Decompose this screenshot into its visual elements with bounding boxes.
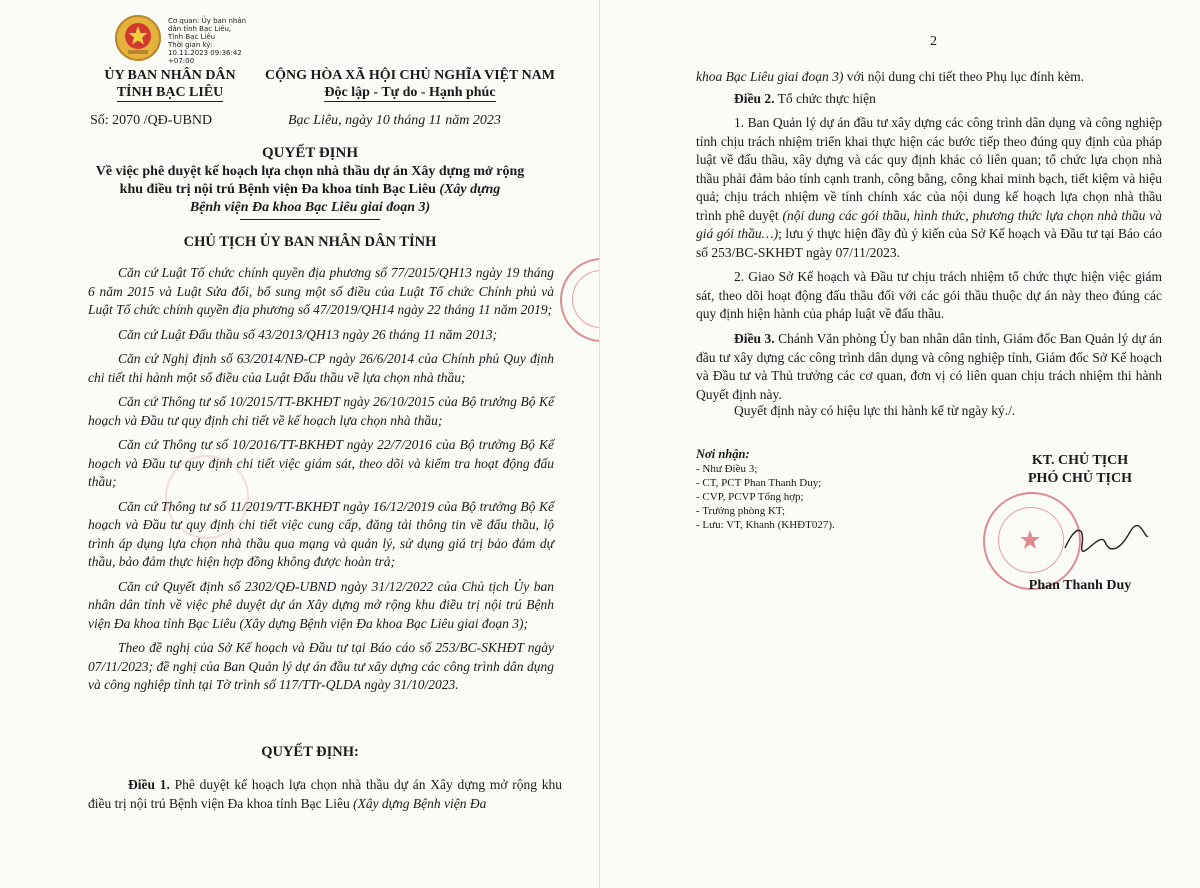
decision-heading: QUYẾT ĐỊNH: [261,744,359,760]
subject-line-2-plain: khu điều trị nội trú Bệnh viện Đa khoa tỉnh Bạc Liêu [119,182,440,197]
agency-line-2: TỈNH BẠC LIÊU [116,85,224,100]
continuation-italic: khoa Bạc Liêu giai đoạn 3) [696,69,844,84]
article-2-item-1 [696,114,1162,262]
place-and-date: Bạc Liêu, ngày 10 tháng 11 năm 2023 [288,113,501,128]
article-3-text: Chánh Văn phòng Ủy ban nhân dân tỉnh, Giám đốc Ban Quản lý dự án đầu tư xây dựng các công trình dân dụng và công nghiệp tỉnh, Giám đốc Sở Kế hoạch và Đầu tư và Thủ trưởng các cơ quan, đơn vị có liên quan chịu trách nhiệm thi hành Quyết định này. [696,331,1162,402]
recipient-item: - Lưu: VT, Khanh (KHĐT027). [696,519,835,531]
article-3-label: Điều 3. [734,331,775,346]
legal-basis-item: Căn cứ Quyết định số 2302/QĐ-UBND ngày 31/12/2022 của Chủ tịch Ủy ban nhân dân tỉnh về việc phê duyệt dự án Xây dựng mở rộng khu điều trị nội trú Bệnh viện Đa khoa tỉnh Bạc Liêu (Xây dựng Bệnh viện Đa khoa Bạc Liêu giai đoạn 3); [88,578,554,631]
signature-line: dân tỉnh Bạc Liêu, [168,25,232,33]
signer-title-1: KT. CHỦ TỊCH [1031,453,1129,468]
legal-basis-item: Căn cứ Nghị định số 63/2014/NĐ-CP ngày 26/6/2014 của Chính phủ Quy định chi tiết thi hành một số điều của Luật Đấu thầu về lựa chọn nhà thầu; [88,351,554,385]
signature-line: 10.11.2023 09:36:42 [168,49,242,57]
legal-bases [88,264,554,695]
signature-line: +07:00 [168,57,195,65]
subject-line-3: Bệnh viện Đa khoa Bạc Liêu giai đoạn 3) [189,200,431,215]
handwritten-signature [1060,520,1150,560]
signer-title-2: PHÓ CHỦ TỊCH [1028,471,1132,486]
digital-signature-info [168,17,258,65]
article-1-italic: (Xây dựng Bệnh viện Đa [353,795,487,811]
nation-line-2: Độc lập - Tự do - Hạnh phúc [324,85,496,100]
article-2-title: Tổ chức thực hiện [774,91,876,106]
article-2-item-2: 2. Giao Sở Kế hoạch và Đầu tư chịu trách nhiệm tổ chức thực hiện việc giám sát, theo dõi hoạt động đấu thầu đối với các gói thầu thuộc dự án này theo đúng các quy định hiện hành của pháp luật về đấu thầu. [696,269,1162,321]
national-emblem-icon [114,14,162,62]
document-number: Số: 2070 /QĐ-UBND [90,113,213,128]
a2p1-tail: ; lưu ý thực hiện đầy đủ ý kiến của Sở Kế hoạch và Đầu tư tại Báo cáo số 253/BC-SKHĐT ngày 07/11/2023. [696,226,1162,260]
subject-line-2 [60,181,560,199]
legal-basis-item: Căn cứ Thông tư số 10/2016/TT-BKHĐT ngày 22/7/2016 của Bộ trưởng Bộ Kế hoạch và Đầu tư quy định chi tiết việc giám sát, theo dõi và kiểm tra hoạt động đấu thầu; [88,437,554,489]
subject-line-2-italic: (Xây dựng [439,182,501,197]
seal-star-icon [1019,529,1041,551]
recipients-title: Nơi nhận: [696,447,750,461]
recipient-item: - Như Điều 3; [696,463,758,475]
legal-basis-item: Căn cứ Thông tư số 11/2019/TT-BKHĐT ngày 16/12/2019 của Bộ trưởng Bộ Kế hoạch và Đầu tư quy định chi tiết việc cung cấp, đăng tải thông tin về đấu thầu, lộ trình áp dụng lựa chọn nhà thầu qua mạng và quản lý, sử dụng giá trị bảo đảm dự thầu, bảo đảm thực hiện hợp đồng không được hoàn trả; [88,498,554,569]
signer-name: Phan Thanh Duy [1028,578,1132,593]
recipient-item: - CT, PCT Phan Thanh Duy; [696,477,822,489]
a2p1-italic: (nội dung các gói thầu, hình thức, phương thức lựa chọn nhà thầu và giá gói thầu…) [696,207,1162,241]
article-1 [88,776,562,813]
article-3 [696,330,1162,404]
page-number: 2 [930,34,937,49]
legal-basis-item: Theo đề nghị của Sở Kế hoạch và Đầu tư tại Báo cáo số 253/BC-SKHĐT ngày 07/11/2023; đề nghị của Ban Quản lý dự án đầu tư xây dựng các công trình dân dụng và công nghiệp tỉnh tại Tờ trình số 117/TTr-QLDA ngày 31/10/2023. [88,640,554,692]
signer-title [980,452,1180,488]
effective-clause: Quyết định này có hiệu lực thi hành kể từ ngày ký./. [734,403,1016,418]
subject-line-1: Về việc phê duyệt kế hoạch lựa chọn nhà thầu dự án Xây dựng mở rộng [95,164,525,179]
recipients-block [696,447,946,532]
recipient-item: - Trưởng phòng KT; [696,505,786,517]
agency-line-1: ỦY BAN NHÂN DÂN [104,68,236,83]
issuing-agency [90,67,250,102]
signature-line: Cơ quan: Ủy ban nhân [168,17,247,25]
a2p1-plain: 1. Ban Quản lý dự án đầu tư xây dựng các công trình dân dụng và công nghiệp tỉnh chịu trách nhiệm triển khai thực hiện các bước tiếp theo đúng quy định của pháp luật về đấu thầu, xây dựng và các quy định khác có liên quan; tổ chức lựa chọn nhà thầu phải đảm bảo tính cạnh tranh, công bằng, công khai minh bạch, tiết kiệm và hiệu quả; chịu trách nhiệm về tính chính xác của nội dung kế hoạch lựa chọn nhà thầu trình phê duyệt [696,115,1162,223]
signature-line: Tỉnh Bạc Liêu [168,33,216,41]
national-motto [255,67,565,102]
article-2-heading [734,90,876,109]
continuation-plain: với nội dung chi tiết theo Phụ lục đính kèm. [843,69,1085,84]
article-2-label: Điều 2. [734,91,775,106]
document-title: QUYẾT ĐỊNH [262,145,358,161]
article-1-continuation [696,68,1156,87]
document-subject [60,163,560,217]
legal-basis-item: Căn cứ Luật Tổ chức chính quyền địa phương số 77/2015/QH13 ngày 19 tháng 6 năm 2015 và Luật Sửa đổi, bổ sung một số điều của Luật Tổ chức Chính phủ và Luật Tổ chức chính quyền địa phương số 47/2019/QH14 ngày 22 tháng 11 năm 2019; [88,265,554,317]
article-1-text: Phê duyệt kế hoạch lựa chọn nhà thầu dự án Xây dựng mở rộng khu điều trị nội trú Bệnh viện Đa khoa tỉnh Bạc Liêu [88,777,562,811]
legal-basis-item: Căn cứ Thông tư số 10/2015/TT-BKHĐT ngày 26/10/2015 của Bộ trưởng Bộ Kế hoạch và Đầu tư quy định chi tiết về kế hoạch lựa chọn nhà thầu; [88,394,554,428]
legal-basis-item: Căn cứ Luật Đấu thầu số 43/2013/QH13 ngày 26 tháng 11 năm 2013; [118,326,498,342]
article-1-label: Điều 1. [128,777,170,792]
title-underline [240,219,380,220]
page-2 [600,0,1200,888]
recipient-item: - CVP, PCVP Tổng hợp; [696,491,804,503]
nation-line-1: CỘNG HÒA XÃ HỘI CHỦ NGHĨA VIỆT NAM [264,68,555,83]
issuing-authority: CHỦ TỊCH ỦY BAN NHÂN DÂN TỈNH [183,234,437,250]
faint-seal-imprint [165,455,249,539]
signature-line: Thời gian ký: [168,41,213,49]
